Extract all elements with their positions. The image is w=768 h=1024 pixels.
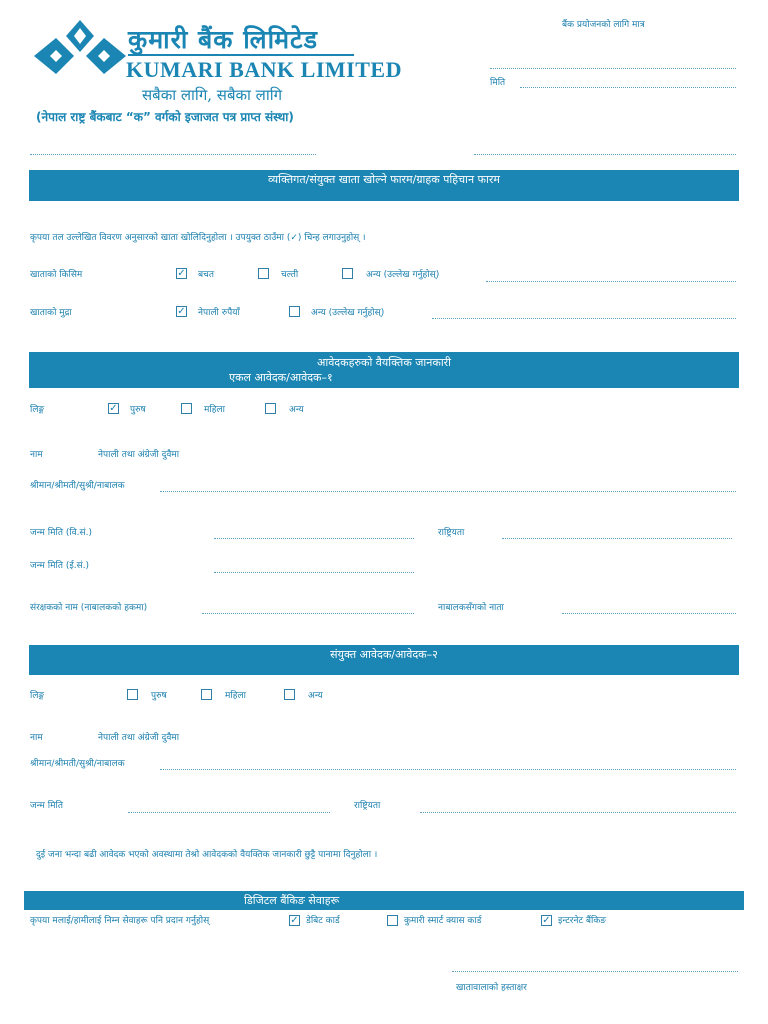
applicant2-gender-other-label: अन्य — [308, 691, 323, 701]
applicant2-name-field[interactable] — [160, 769, 736, 770]
applicant1-dob-ad-label: जन्म मिति (ई.सं.) — [30, 561, 90, 571]
applicant1-guardian-label: संरक्षकको नाम (नाबालकको हकमा) — [30, 603, 148, 613]
applicant1-salutation-label: श्रीमान/श्रीमती/सुश्री/नाबालक — [30, 481, 125, 491]
digital-request-label: कृपया मलाई/हामीलाई निम्न सेवाहरू पनि प्रदान गर्नुहोस् — [30, 916, 210, 926]
digital-banking-title: डिजिटल बैंकिङ सेवाहरू — [244, 894, 340, 907]
digital-banking-bar — [24, 891, 744, 910]
account-type-label: खाताको किसिम — [30, 270, 83, 280]
applicant1-gender-label: लिङ्ग — [30, 405, 45, 415]
applicant1-gender-female-label: महिला — [204, 405, 225, 415]
bank-name-nepali: कुमारी बैंक लिमिटेड — [128, 25, 319, 54]
applicant2-title: संयुक्त आवेदक/आवेदक–२ — [330, 648, 438, 661]
kumari-logo-diamond-icon — [30, 18, 130, 86]
instruction-text: कृपया तल उल्लेखित विवरण अनुसारको खाता खोलिदिनुहोला । उपयुक्त ठाउँमा (✓) चिन्ह लगाउनुहोस् । — [30, 233, 366, 243]
date-label: मिति — [490, 78, 506, 88]
applicant1-name-note: नेपाली तथा अंग्रेजी दुवैमा — [98, 450, 180, 460]
internet-banking-label: इन्टरनेट बैंकिङ — [558, 916, 606, 926]
applicant2-gender-male-checkbox[interactable] — [127, 689, 138, 700]
account-type-current-label: चल्ती — [281, 270, 299, 280]
applicant2-name-note: नेपाली तथा अंग्रेजी दुवैमा — [98, 733, 180, 743]
applicant2-gender-female-checkbox[interactable] — [201, 689, 212, 700]
applicant1-gender-other-label: अन्य — [289, 405, 304, 415]
debit-card-label: डेबिट कार्ड — [306, 916, 340, 926]
applicants-section-title: आवेदकहरुको वैयक्तिक जानकारी — [316, 356, 452, 369]
currency-other-field[interactable] — [432, 318, 736, 319]
applicant1-gender-male-checkbox[interactable] — [108, 403, 119, 414]
debit-card-checkbox[interactable] — [289, 915, 300, 926]
applicants-section-bar — [29, 352, 739, 388]
applicant2-nationality-label: राष्ट्रियता — [354, 801, 381, 811]
account-type-other-field[interactable] — [486, 281, 736, 282]
applicant1-dob-bs-field[interactable] — [214, 538, 414, 539]
applicant2-nationality-field[interactable] — [420, 812, 736, 813]
form-title: व्यक्तिगत/संयुक्त खाता खोल्ने फारम/ग्राहक पहिचान फारम — [268, 173, 500, 186]
internet-banking-checkbox[interactable] — [541, 915, 552, 926]
brand-rule — [128, 54, 354, 56]
signature-label: खातावालाको हस्ताक्षर — [456, 983, 527, 993]
bank-tagline: सबैका लागि, सबैका लागि — [142, 86, 283, 104]
account-type-other-checkbox[interactable] — [342, 268, 353, 279]
applicant2-name-label: नाम — [30, 733, 43, 743]
account-type-other-label: अन्य (उल्लेख गर्नुहोस्) — [366, 270, 440, 280]
applicant1-guardian-field[interactable] — [202, 613, 414, 614]
applicant2-dob-label: जन्म मिति — [30, 801, 63, 811]
smart-cash-card-checkbox[interactable] — [387, 915, 398, 926]
applicant2-note: दुई जना भन्दा बढी आवेदक भएको अवस्थामा तेश्रो आवेदकको वैयक्तिक जानकारी छुट्टै पानामा दिनुहोला । — [36, 850, 378, 860]
currency-npr-checkbox[interactable] — [176, 306, 187, 317]
form-title-bar — [29, 170, 739, 201]
account-type-saving-label: बचत — [198, 270, 214, 280]
applicant1-gender-other-checkbox[interactable] — [265, 403, 276, 414]
currency-other-label: अन्य (उल्लेख गर्नुहोस्) — [311, 308, 385, 318]
applicant1-subtitle: एकल आवेदक/आवेदक–१ — [229, 371, 333, 384]
applicant1-name-field[interactable] — [160, 491, 736, 492]
header-line-right[interactable] — [474, 154, 736, 155]
date-field[interactable] — [520, 87, 736, 88]
applicant1-gender-female-checkbox[interactable] — [181, 403, 192, 414]
currency-label: खाताको मुद्रा — [30, 308, 72, 318]
applicant2-gender-female-label: महिला — [225, 691, 246, 701]
license-note: (नेपाल राष्ट्र बैंकबाट “क” वर्गको इजाजत पत्र प्राप्त संस्था) — [36, 110, 294, 124]
currency-npr-label: नेपाली रुपैयाँ — [198, 308, 240, 318]
applicant1-dob-bs-label: जन्म मिति (वि.सं.) — [30, 528, 92, 538]
account-type-current-checkbox[interactable] — [258, 268, 269, 279]
applicant2-bar — [29, 645, 739, 675]
applicant1-relation-field[interactable] — [562, 613, 736, 614]
bank-use-only-label: बैंक प्रयोजनको लागि मात्र — [562, 20, 645, 30]
currency-other-checkbox[interactable] — [289, 306, 300, 317]
signature-field[interactable] — [452, 971, 738, 972]
bank-logo — [30, 18, 130, 86]
applicant2-salutation-label: श्रीमान/श्रीमती/सुश्री/नाबालक — [30, 759, 125, 769]
applicant1-name-label: नाम — [30, 450, 43, 460]
header-line-left[interactable] — [30, 154, 316, 155]
applicant2-gender-label: लिङ्ग — [30, 691, 45, 701]
applicant2-gender-male-label: पुरुष — [151, 691, 167, 701]
smart-cash-card-label: कुमारी स्मार्ट क्यास कार्ड — [404, 916, 482, 926]
applicant2-dob-field[interactable] — [128, 812, 330, 813]
bank-use-line-1[interactable] — [490, 68, 736, 69]
applicant2-gender-other-checkbox[interactable] — [284, 689, 295, 700]
applicant1-nationality-field[interactable] — [502, 538, 732, 539]
applicant1-relation-label: नाबालकसँगको नाता — [438, 603, 504, 613]
applicant1-dob-ad-field[interactable] — [214, 572, 414, 573]
account-type-saving-checkbox[interactable] — [176, 268, 187, 279]
applicant1-nationality-label: राष्ट्रियता — [438, 528, 465, 538]
applicant1-gender-male-label: पुरुष — [130, 405, 146, 415]
bank-name-english: KUMARI BANK LIMITED — [126, 57, 402, 82]
